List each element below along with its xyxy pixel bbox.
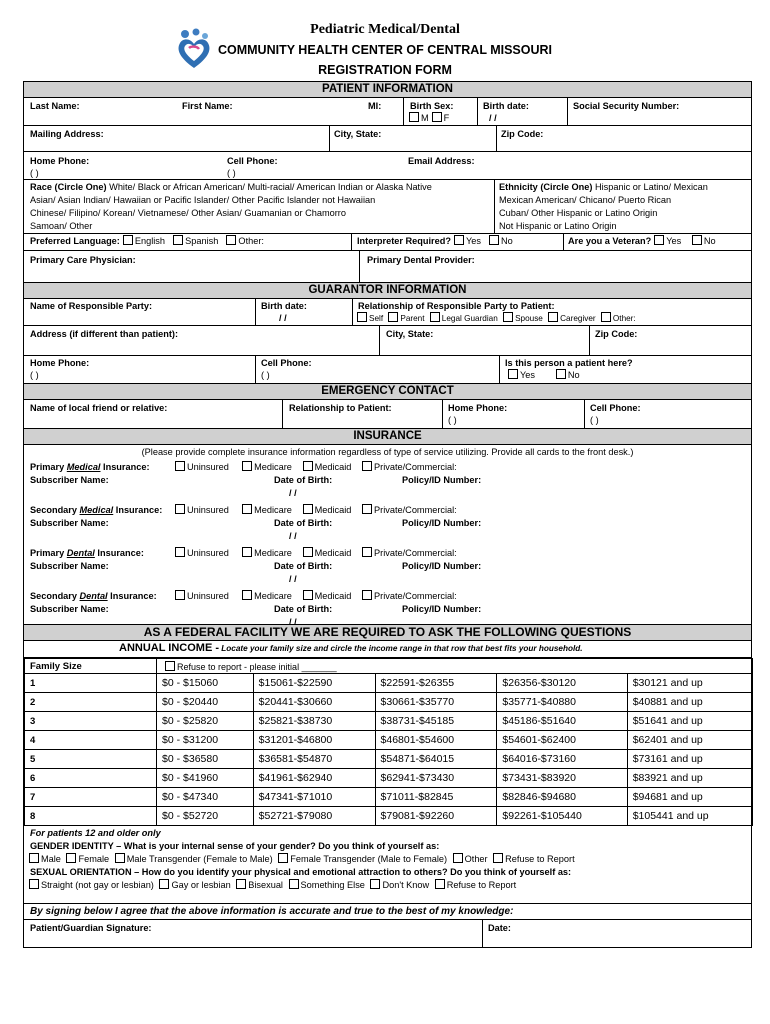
patient-info-header: PATIENT INFORMATION	[24, 82, 751, 98]
gender-ftm-checkbox[interactable]	[278, 853, 288, 863]
subscriber-dob-slashes: / /	[289, 531, 297, 541]
subscriber-name-field[interactable]: Subscriber Name:	[30, 475, 109, 485]
family-size-cell: 8	[25, 807, 157, 826]
guarantor-birth-date-field[interactable]: Birth date:	[261, 301, 307, 311]
insurance-type-options: Uninsured Medicare Medicaid Private/Commercial:	[172, 547, 457, 560]
income-range-cell[interactable]: $105441 and up	[627, 807, 752, 826]
uninsured-checkbox[interactable]	[175, 504, 185, 514]
guarantor-info-header: GUARANTOR INFORMATION	[24, 283, 751, 299]
income-range-cell[interactable]: $0 - $47340	[157, 788, 254, 807]
gender-male-checkbox[interactable]	[29, 853, 39, 863]
gender-orientation-block	[24, 826, 751, 904]
guarantor-address-row	[24, 326, 751, 356]
income-row	[25, 693, 753, 712]
rel-other-checkbox[interactable]	[601, 312, 611, 322]
veteran-question: Are you a Veteran? Yes No	[568, 236, 716, 246]
income-range-cell[interactable]: $83921 and up	[627, 769, 752, 788]
emergency-home-paren: ( )	[448, 415, 457, 425]
veteran-no-checkbox[interactable]	[692, 235, 702, 245]
emergency-home-phone-field[interactable]: Home Phone:	[448, 403, 508, 413]
subscriber-dob-field[interactable]: Date of Birth:	[274, 604, 333, 614]
income-range-cell[interactable]: $62401 and up	[627, 731, 752, 750]
medicare-checkbox[interactable]	[242, 547, 252, 557]
orient-gay-checkbox[interactable]	[159, 879, 169, 889]
cell-phone-paren: ( )	[227, 168, 236, 178]
private-commercial-checkbox[interactable]	[362, 504, 372, 514]
insurance-type-label: Secondary Medical Insurance:	[30, 505, 163, 515]
guarantor-city-state-field[interactable]: City, State:	[386, 329, 434, 339]
income-range-cell[interactable]: $26356-$30120	[497, 674, 627, 693]
preferred-language: Preferred Language: English Spanish Other:	[30, 236, 264, 246]
income-range-cell[interactable]: $0 - $25820	[157, 712, 254, 731]
income-range-cell[interactable]: $0 - $41960	[157, 769, 254, 788]
city-state-field[interactable]: City, State:	[334, 129, 382, 139]
income-range-cell[interactable]: $0 - $15060	[157, 674, 254, 693]
subscriber-name-field[interactable]: Subscriber Name:	[30, 561, 109, 571]
first-name-field[interactable]: First Name:	[182, 101, 233, 111]
orient-dont-know-checkbox[interactable]	[370, 879, 380, 889]
income-range-cell[interactable]: $20441-$30660	[253, 693, 375, 712]
medicare-checkbox[interactable]	[242, 461, 252, 471]
is-patient-no-checkbox[interactable]	[556, 369, 566, 379]
guarantor-date-slashes: / /	[279, 313, 287, 323]
insurance-note: (Please provide complete insurance information regardless of type of service utilizing. Provide all cards to the front desk.)	[141, 447, 634, 457]
emergency-relationship-field[interactable]: Relationship to Patient:	[289, 403, 392, 413]
orient-something-else-checkbox[interactable]	[289, 879, 299, 889]
birth-date-slashes: / /	[489, 113, 497, 123]
english-checkbox[interactable]	[123, 235, 133, 245]
physician-row	[24, 251, 751, 283]
subscriber-dob-slashes: / /	[289, 617, 297, 627]
income-range-cell[interactable]: $35771-$40880	[497, 693, 627, 712]
guarantor-name-row	[24, 299, 751, 326]
zip-code-field[interactable]: Zip Code:	[501, 129, 544, 139]
uninsured-checkbox[interactable]	[175, 547, 185, 557]
subscriber-dob-slashes: / /	[289, 488, 297, 498]
patient-name-row	[24, 98, 751, 126]
patients-12-note: For patients 12 and older only	[30, 828, 161, 838]
gender-female-checkbox[interactable]	[66, 853, 76, 863]
agreement-row	[24, 904, 751, 920]
guarantor-zip-field[interactable]: Zip Code:	[595, 329, 638, 339]
relationship-label: Relationship of Responsible Party to Patient:	[358, 301, 555, 311]
income-range-cell[interactable]: $71011-$82845	[375, 788, 497, 807]
cell-phone-field[interactable]: Cell Phone:	[227, 156, 278, 166]
insurance-type-label: Primary Medical Insurance:	[30, 462, 150, 472]
mailing-address-field[interactable]: Mailing Address:	[30, 129, 104, 139]
annual-income-instructions: ANNUAL INCOME - Locate your family size and circle the income range in that row that best fits your household.	[119, 642, 583, 654]
income-range-cell[interactable]: $25821-$38730	[253, 712, 375, 731]
primary-dental-provider-field[interactable]: Primary Dental Provider:	[367, 255, 475, 265]
orient-bisexual-checkbox[interactable]	[236, 879, 246, 889]
orient-straight-checkbox[interactable]	[29, 879, 39, 889]
is-patient-label: Is this person a patient here?	[505, 358, 633, 368]
interpreter-required: Interpreter Required? Yes No	[357, 236, 513, 246]
emergency-cell-paren: ( )	[590, 415, 599, 425]
orient-refuse-checkbox[interactable]	[435, 879, 445, 889]
sex-f-checkbox[interactable]	[432, 112, 442, 122]
income-row	[25, 807, 753, 826]
rel-parent-checkbox[interactable]	[388, 312, 398, 322]
race-line-4[interactable]: Samoan/ Other	[30, 221, 93, 231]
family-size-cell: 6	[25, 769, 157, 788]
income-range-cell[interactable]: $54601-$62400	[497, 731, 627, 750]
income-range-cell[interactable]: $0 - $52720	[157, 807, 254, 826]
subscriber-dob-field[interactable]: Date of Birth:	[274, 475, 333, 485]
other-language-checkbox[interactable]	[226, 235, 236, 245]
family-size-cell: 7	[25, 788, 157, 807]
subscriber-dob-slashes: / /	[289, 574, 297, 584]
sex-m-checkbox[interactable]	[409, 112, 419, 122]
income-range-cell[interactable]: $31201-$46800	[253, 731, 375, 750]
subscriber-name-field[interactable]: Subscriber Name:	[30, 604, 109, 614]
guarantor-home-phone-field[interactable]: Home Phone:	[30, 358, 90, 368]
income-row	[25, 674, 753, 693]
patient-phone-row	[24, 152, 751, 180]
emergency-cell-phone-field[interactable]: Cell Phone:	[590, 403, 641, 413]
family-size-cell: 3	[25, 712, 157, 731]
income-row	[25, 769, 753, 788]
rel-self-checkbox[interactable]	[357, 312, 367, 322]
gender-mtf-checkbox[interactable]	[115, 853, 125, 863]
race-line-3[interactable]: Chinese/ Filipino/ Korean/ Vietnamese/ Other Asian/ Guamanian or Chamorro	[30, 208, 346, 218]
policy-id-field[interactable]: Policy/ID Number:	[402, 475, 482, 485]
policy-id-field[interactable]: Policy/ID Number:	[402, 518, 482, 528]
header-title-center: COMMUNITY HEALTH CENTER OF CENTRAL MISSOURI	[217, 43, 553, 57]
rel-spouse-checkbox[interactable]	[503, 312, 513, 322]
family-size-cell: 2	[25, 693, 157, 712]
income-table-header	[25, 659, 753, 674]
refuse-income-checkbox[interactable]	[165, 661, 175, 671]
ethnicity-line-4[interactable]: Not Hispanic or Latino Origin	[499, 221, 617, 231]
income-range-cell[interactable]: $40881 and up	[627, 693, 752, 712]
birth-sex-options: M F	[406, 112, 449, 125]
income-table	[24, 658, 753, 826]
insurance-type-label: Secondary Dental Insurance:	[30, 591, 157, 601]
income-range-cell[interactable]: $30661-$35770	[375, 693, 497, 712]
signature-row	[24, 920, 751, 948]
family-size-cell: 4	[25, 731, 157, 750]
insurance-type-label: Primary Dental Insurance:	[30, 548, 144, 558]
medicaid-checkbox[interactable]	[303, 461, 313, 471]
private-commercial-checkbox[interactable]	[362, 590, 372, 600]
form-header	[0, 22, 770, 82]
language-row	[24, 234, 751, 251]
income-range-cell[interactable]: $82846-$94680	[497, 788, 627, 807]
registration-form	[23, 81, 752, 948]
income-range-cell[interactable]: $45186-$51640	[497, 712, 627, 731]
race-line-2[interactable]: Asian/ Asian Indian/ Hawaiian or Pacific Islander/ Other Pacific Islander not Hawaiian	[30, 195, 376, 205]
insurance-type-options: Uninsured Medicare Medicaid Private/Commercial:	[172, 461, 457, 474]
family-size-cell: 1	[25, 674, 157, 693]
last-name-field[interactable]: Last Name:	[30, 101, 80, 111]
income-range-cell[interactable]: $51641 and up	[627, 712, 752, 731]
sexual-orientation-question: SEXUAL ORIENTATION – How do you identify your physical and emotional attraction to others? Do you think of yourself as:	[30, 867, 572, 877]
mi-field[interactable]: MI:	[368, 101, 382, 111]
primary-care-physician-field[interactable]: Primary Care Physician:	[30, 255, 136, 265]
rel-legal-guardian-checkbox[interactable]	[430, 312, 440, 322]
medicaid-checkbox[interactable]	[303, 590, 313, 600]
income-range-cell[interactable]: $64016-$73160	[497, 750, 627, 769]
subscriber-dob-field[interactable]: Date of Birth:	[274, 561, 333, 571]
insurance-header: INSURANCE	[24, 429, 751, 445]
private-commercial-checkbox[interactable]	[362, 461, 372, 471]
income-range-cell[interactable]: $94681 and up	[627, 788, 752, 807]
annual-income-row	[24, 641, 751, 658]
race-line-1[interactable]: Race (Circle One) White/ Black or African American/ Multi-racial/ American Indian or Alaska Native	[30, 182, 432, 192]
gender-refuse-checkbox[interactable]	[493, 853, 503, 863]
income-range-cell[interactable]: $79081-$92260	[375, 807, 497, 826]
guarantor-address-field[interactable]: Address (if different than patient):	[30, 329, 179, 339]
policy-id-field[interactable]: Policy/ID Number:	[402, 604, 482, 614]
income-range-cell[interactable]: $15061-$22590	[253, 674, 375, 693]
home-phone-paren: ( )	[30, 168, 39, 178]
income-range-cell[interactable]: $73161 and up	[627, 750, 752, 769]
signature-date-field[interactable]: Date:	[488, 923, 511, 933]
gender-identity-question: GENDER IDENTITY – What is your internal sense of your gender? Do you think of yourself as:	[30, 841, 440, 851]
income-range-cell[interactable]: $52721-$79080	[253, 807, 375, 826]
income-range-cell[interactable]: $41961-$62940	[253, 769, 375, 788]
rel-caregiver-checkbox[interactable]	[548, 312, 558, 322]
uninsured-checkbox[interactable]	[175, 590, 185, 600]
guarantor-phone-row	[24, 356, 751, 384]
income-range-cell[interactable]: $0 - $20440	[157, 693, 254, 712]
ssn-field[interactable]: Social Security Number:	[573, 101, 680, 111]
relationship-options: Self Parent Legal Guardian Spouse Caregiver Other:	[354, 312, 636, 325]
income-range-cell[interactable]: $46801-$54600	[375, 731, 497, 750]
income-range-cell[interactable]: $62941-$73430	[375, 769, 497, 788]
medicaid-checkbox[interactable]	[303, 504, 313, 514]
guarantor-cell-phone-field[interactable]: Cell Phone:	[261, 358, 312, 368]
income-range-cell[interactable]: $30121 and up	[627, 674, 752, 693]
gender-other-checkbox[interactable]	[453, 853, 463, 863]
income-range-cell[interactable]: $47341-$71010	[253, 788, 375, 807]
signature-field[interactable]: Patient/Guardian Signature:	[30, 923, 152, 933]
income-range-cell[interactable]: $0 - $31200	[157, 731, 254, 750]
family-size-header: Family Size	[25, 659, 157, 674]
interpreter-yes-checkbox[interactable]	[454, 235, 464, 245]
income-range-cell[interactable]: $54871-$64015	[375, 750, 497, 769]
agreement-statement: By signing below I agree that the above information is accurate and true to the best of my knowledge:	[30, 906, 514, 917]
email-field[interactable]: Email Address:	[408, 156, 475, 166]
emergency-contact-header: EMERGENCY CONTACT	[24, 384, 751, 400]
is-patient-options: Yes No	[505, 369, 580, 382]
sexual-orientation-options: Straight (not gay or lesbian) Gay or lesbian Bisexual Something Else Don't Know Refuse to Report	[26, 879, 516, 892]
income-range-cell[interactable]: $22591-$26355	[375, 674, 497, 693]
income-range-cell[interactable]: $92261-$105440	[497, 807, 627, 826]
interpreter-no-checkbox[interactable]	[489, 235, 499, 245]
federal-questions-header: AS A FEDERAL FACILITY WE ARE REQUIRED TO ASK THE FOLLOWING QUESTIONS	[24, 625, 751, 641]
insurance-block	[24, 445, 751, 625]
income-range-cell[interactable]: $0 - $36580	[157, 750, 254, 769]
income-row	[25, 788, 753, 807]
header-title-form: REGISTRATION FORM	[318, 63, 452, 77]
insurance-type-options: Uninsured Medicare Medicaid Private/Commercial:	[172, 504, 457, 517]
ethnicity-line-2[interactable]: Mexican American/ Chicano/ Puerto Rican	[499, 195, 672, 205]
income-row	[25, 750, 753, 769]
medicaid-checkbox[interactable]	[303, 547, 313, 557]
income-range-cell[interactable]: $38731-$45185	[375, 712, 497, 731]
income-range-cell[interactable]: $73431-$83920	[497, 769, 627, 788]
medicare-checkbox[interactable]	[242, 504, 252, 514]
home-phone-field[interactable]: Home Phone:	[30, 156, 90, 166]
patient-address-row	[24, 126, 751, 152]
guarantor-cell-paren: ( )	[261, 370, 270, 380]
family-size-cell: 5	[25, 750, 157, 769]
ethnicity-line-3[interactable]: Cuban/ Other Hispanic or Latino Origin	[499, 208, 658, 218]
subscriber-name-field[interactable]: Subscriber Name:	[30, 518, 109, 528]
emergency-row	[24, 400, 751, 429]
ethnicity-line-1[interactable]: Ethnicity (Circle One) Hispanic or Latino/ Mexican	[499, 182, 708, 192]
private-commercial-checkbox[interactable]	[362, 547, 372, 557]
subscriber-dob-field[interactable]: Date of Birth:	[274, 518, 333, 528]
race-ethnicity-row	[24, 180, 751, 234]
policy-id-field[interactable]: Policy/ID Number:	[402, 561, 482, 571]
guarantor-home-paren: ( )	[30, 370, 39, 380]
header-title-pediatric: Pediatric Medical/Dental	[310, 22, 460, 37]
medicare-checkbox[interactable]	[242, 590, 252, 600]
veteran-yes-checkbox[interactable]	[654, 235, 664, 245]
insurance-type-options: Uninsured Medicare Medicaid Private/Commercial:	[172, 590, 457, 603]
income-row	[25, 731, 753, 750]
refuse-to-report: Refuse to report - please initial _______	[157, 659, 753, 674]
emergency-name-field[interactable]: Name of local friend or relative:	[30, 403, 168, 413]
gender-identity-options: Male Female Male Transgender (Female to Male) Female Transgender (Male to Female) Other Refuse to Report	[26, 853, 575, 866]
responsible-party-field[interactable]: Name of Responsible Party:	[30, 301, 153, 311]
is-patient-yes-checkbox[interactable]	[508, 369, 518, 379]
birth-date-field[interactable]: Birth date:	[483, 101, 529, 111]
uninsured-checkbox[interactable]	[175, 461, 185, 471]
spanish-checkbox[interactable]	[173, 235, 183, 245]
birth-sex-label: Birth Sex:	[410, 101, 454, 111]
income-row	[25, 712, 753, 731]
income-range-cell[interactable]: $36581-$54870	[253, 750, 375, 769]
